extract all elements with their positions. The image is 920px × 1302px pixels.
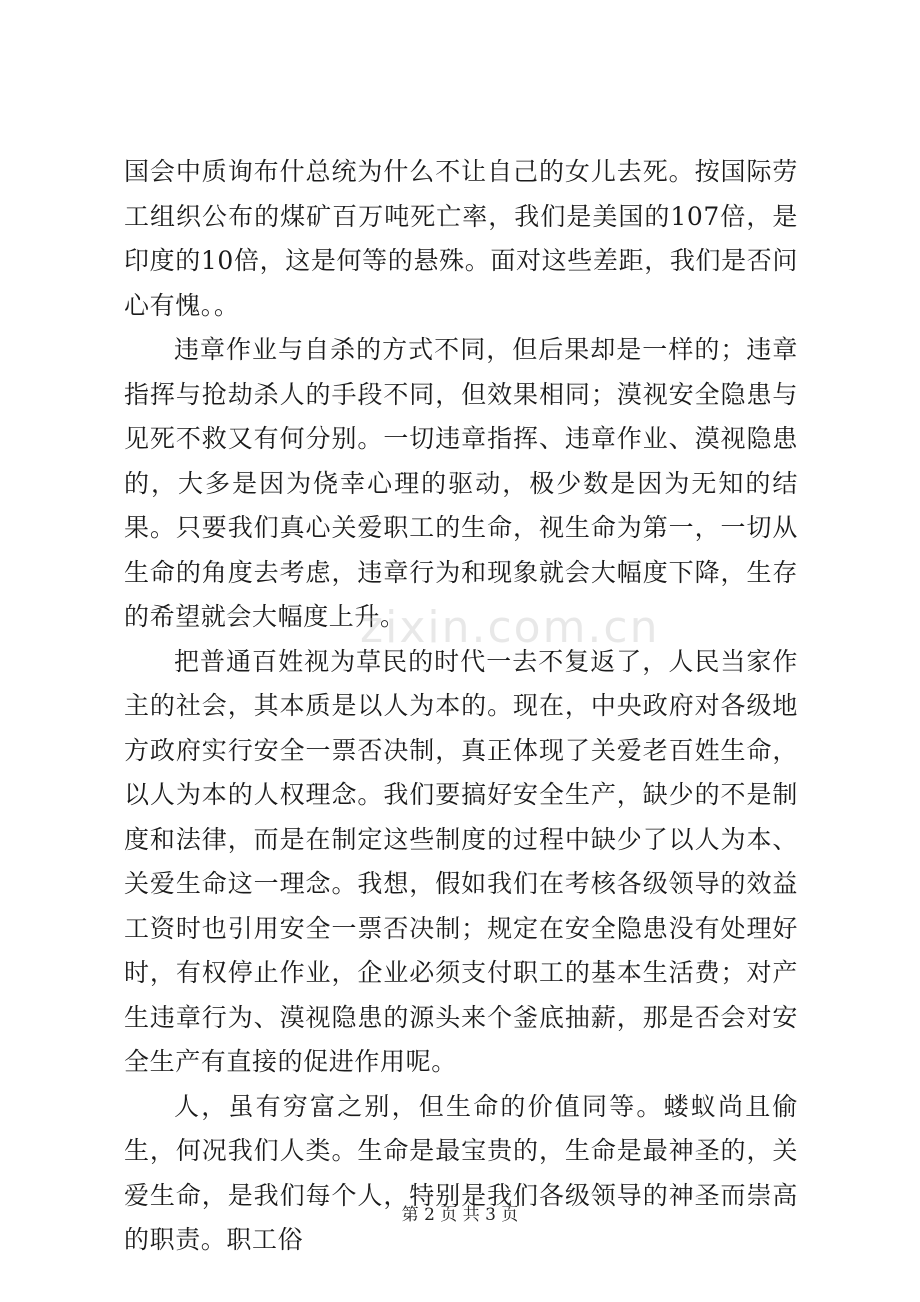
watermark: zixin.com.cn	[360, 602, 660, 653]
page-number-footer: 第 2 页 共 3 页	[401, 1205, 519, 1225]
paragraph-2: 违章作业与自杀的方式不同，但后果却是一样的；违章指挥与抢劫杀人的手段不同，但效果相同；漠视安全隐患与见死不救又有何分别。一切违章指挥、违章作业、漠视隐患的，大多是因为侥幸心理的驱动，极少数是因为无知的结果。只要我们真心关爱职工的生命，视生命为第一，一切从生命的角度去考虑，违章行为和现象就会大幅度下降，生存的希望就会大幅度上升。	[124, 335, 798, 631]
paragraph-3: 把普通百姓视为草民的时代一去不复返了，人民当家作主的社会，其本质是以人为本的。现在，中央政府对各级地方政府实行安全一票否决制，真正体现了关爱老百姓生命，以人为本的人权理念。我们要搞好安全生产，缺少的不是制度和法律，而是在制定这些制度的过程中缺少了以人为本、关爱生命这一理念。我想，假如我们在考核各级领导的效益工资时也引用安全一票否决制；规定在安全隐患没有处理好时，有权停止作业，企业必须支付职工的基本生活费；对产生违章行为、漠视隐患的源头来个釜底抽薪，那是否会对安全生产有直接的促进作用呢。	[124, 646, 798, 1076]
document-body	[124, 150, 798, 1263]
paragraph-1: 国会中质询布什总统为什么不让自己的女儿去死。按国际劳工组织公布的煤矿百万吨死亡率，我们是美国的107倍，是印度的10倍，这是何等的悬殊。面对这些差距，我们是否问心有愧。。	[124, 157, 798, 320]
paragraph-4: 人，虽有穷富之别，但生命的价值同等。蝼蚁尚且偷生，何况我们人类。生命是最宝贵的，生命是最神圣的，关爱生命，是我们每个人，特别是我们各级领导的神圣而崇高的职责。职工俗	[124, 1091, 798, 1254]
